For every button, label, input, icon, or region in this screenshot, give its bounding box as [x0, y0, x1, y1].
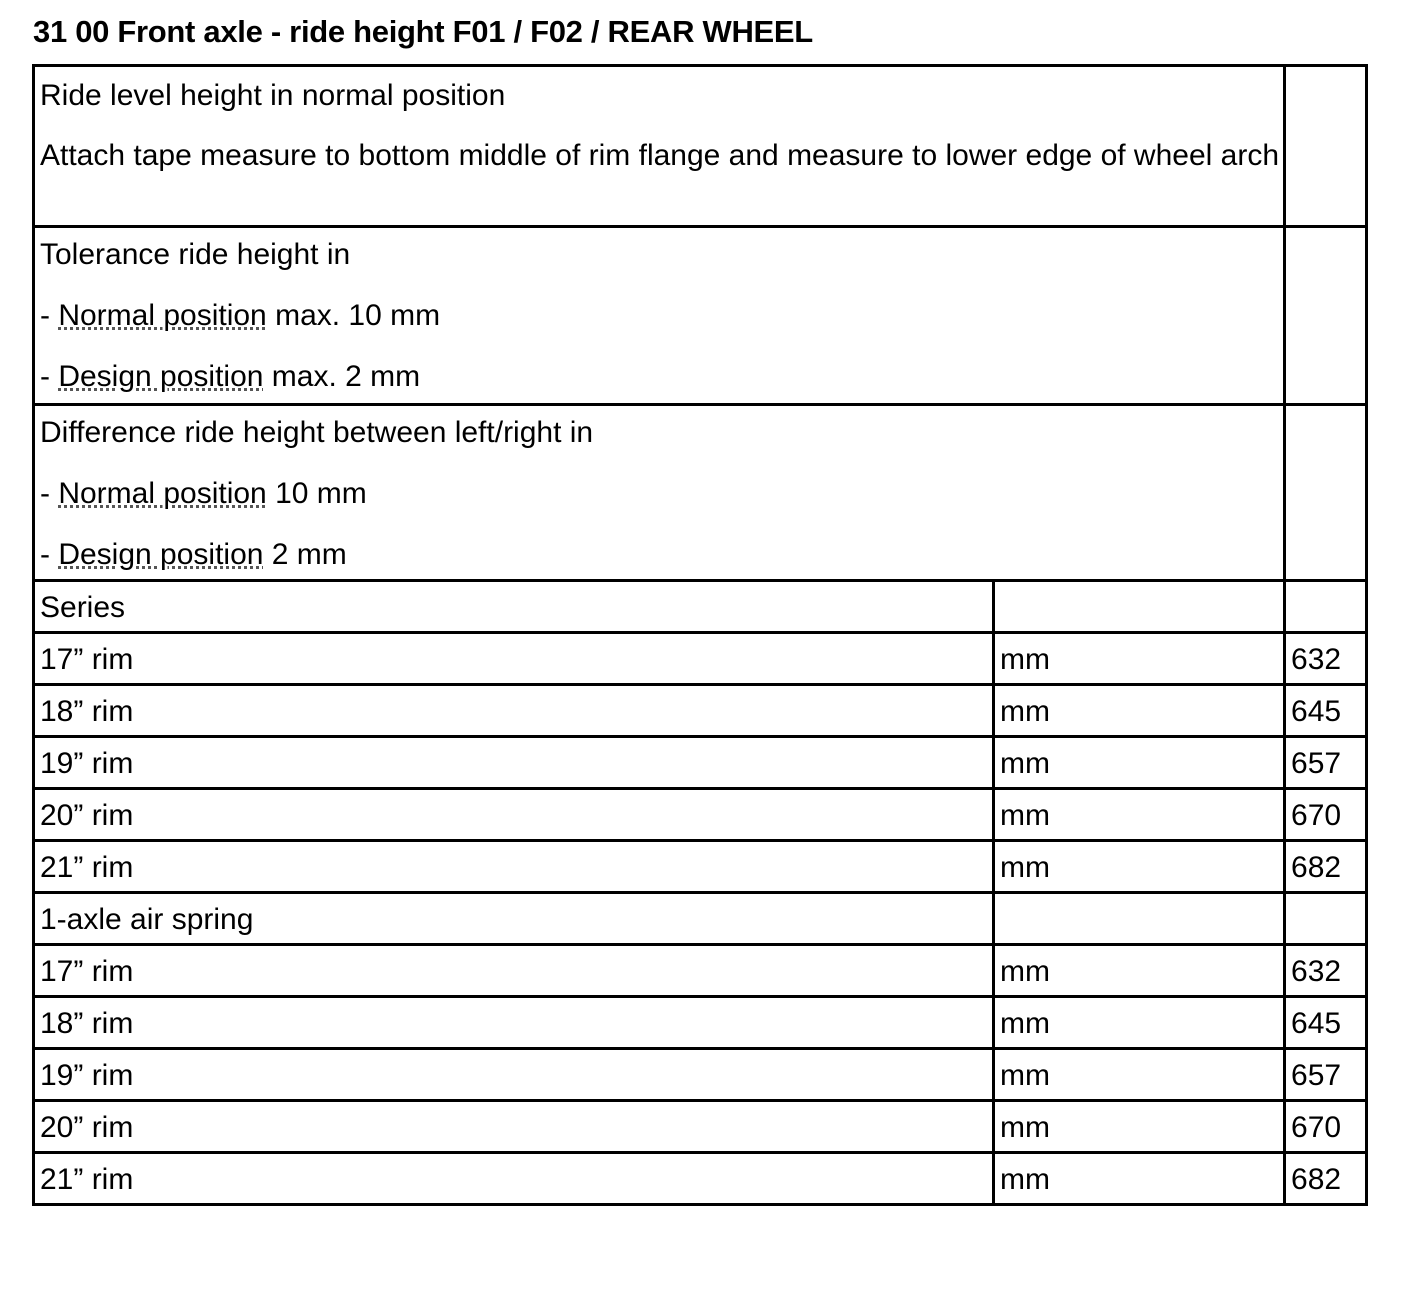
unit: mm	[994, 685, 1285, 737]
rim-size: 21” rim	[34, 841, 994, 893]
empty-cell	[1285, 227, 1367, 405]
rim-size: 21” rim	[34, 1153, 994, 1205]
ride-height-value: 645	[1285, 685, 1367, 737]
difference-design-line: - Design position 2 mm	[40, 538, 347, 571]
empty-cell	[994, 893, 1285, 945]
table-row	[34, 685, 1367, 737]
tolerance-design-line: - Design position max. 2 mm	[40, 360, 421, 393]
empty-cell	[1285, 66, 1367, 227]
table-row	[34, 997, 1367, 1049]
table-row	[34, 1101, 1367, 1153]
table-row	[34, 1049, 1367, 1101]
ride-level-heading: Ride level height in normal position	[40, 79, 506, 112]
rim-size: 20” rim	[34, 789, 994, 841]
table-row	[34, 945, 1367, 997]
ride-height-table	[32, 64, 1368, 1206]
series-header-row	[34, 581, 1367, 633]
ride-level-cell	[34, 66, 1285, 227]
ride-height-value: 682	[1285, 841, 1367, 893]
unit: mm	[994, 997, 1285, 1049]
unit: mm	[994, 789, 1285, 841]
ride-height-value: 682	[1285, 1153, 1367, 1205]
empty-cell	[1285, 581, 1367, 633]
ride-height-value: 632	[1285, 633, 1367, 685]
unit: mm	[994, 945, 1285, 997]
ride-level-row	[34, 66, 1367, 227]
rim-size: 17” rim	[34, 633, 994, 685]
difference-row	[34, 405, 1367, 581]
rim-size: 19” rim	[34, 737, 994, 789]
rim-size: 18” rim	[34, 997, 994, 1049]
ride-height-value: 657	[1285, 737, 1367, 789]
table-row	[34, 789, 1367, 841]
tolerance-normal-line: - Normal position max. 10 mm	[40, 299, 441, 332]
difference-normal-line: - Normal position 10 mm	[40, 477, 367, 510]
normal-position-link[interactable]: Normal position	[58, 477, 267, 510]
page-title: 31 00 Front axle - ride height F01 / F02 / REAR WHEEL	[33, 14, 813, 49]
unit: mm	[994, 1101, 1285, 1153]
difference-heading: Difference ride height between left/right in	[40, 416, 594, 449]
tolerance-heading: Tolerance ride height in	[40, 238, 351, 271]
difference-cell	[34, 405, 1285, 581]
rim-size: 19” rim	[34, 1049, 994, 1101]
ride-height-value: 670	[1285, 1101, 1367, 1153]
design-position-link[interactable]: Design position	[58, 538, 264, 571]
air-spring-header-row	[34, 893, 1367, 945]
unit: mm	[994, 841, 1285, 893]
unit: mm	[994, 1153, 1285, 1205]
unit: mm	[994, 1049, 1285, 1101]
tolerance-cell	[34, 227, 1285, 405]
table-row	[34, 633, 1367, 685]
rim-size: 18” rim	[34, 685, 994, 737]
table-row	[34, 841, 1367, 893]
ride-height-value: 645	[1285, 997, 1367, 1049]
empty-cell	[1285, 893, 1367, 945]
series-label: Series	[34, 581, 994, 633]
ride-height-value: 670	[1285, 789, 1367, 841]
unit: mm	[994, 737, 1285, 789]
ride-level-instructions: Attach tape measure to bottom middle of rim flange and measure to lower edge of wheel arch	[40, 139, 1280, 172]
empty-cell	[994, 581, 1285, 633]
tolerance-row	[34, 227, 1367, 405]
table-row	[34, 737, 1367, 789]
normal-position-link[interactable]: Normal position	[58, 299, 267, 332]
design-position-link[interactable]: Design position	[58, 360, 264, 393]
ride-height-value: 657	[1285, 1049, 1367, 1101]
ride-height-value: 632	[1285, 945, 1367, 997]
air-spring-label: 1-axle air spring	[34, 893, 994, 945]
unit: mm	[994, 633, 1285, 685]
empty-cell	[1285, 405, 1367, 581]
rim-size: 17” rim	[34, 945, 994, 997]
rim-size: 20” rim	[34, 1101, 994, 1153]
table-row	[34, 1153, 1367, 1205]
